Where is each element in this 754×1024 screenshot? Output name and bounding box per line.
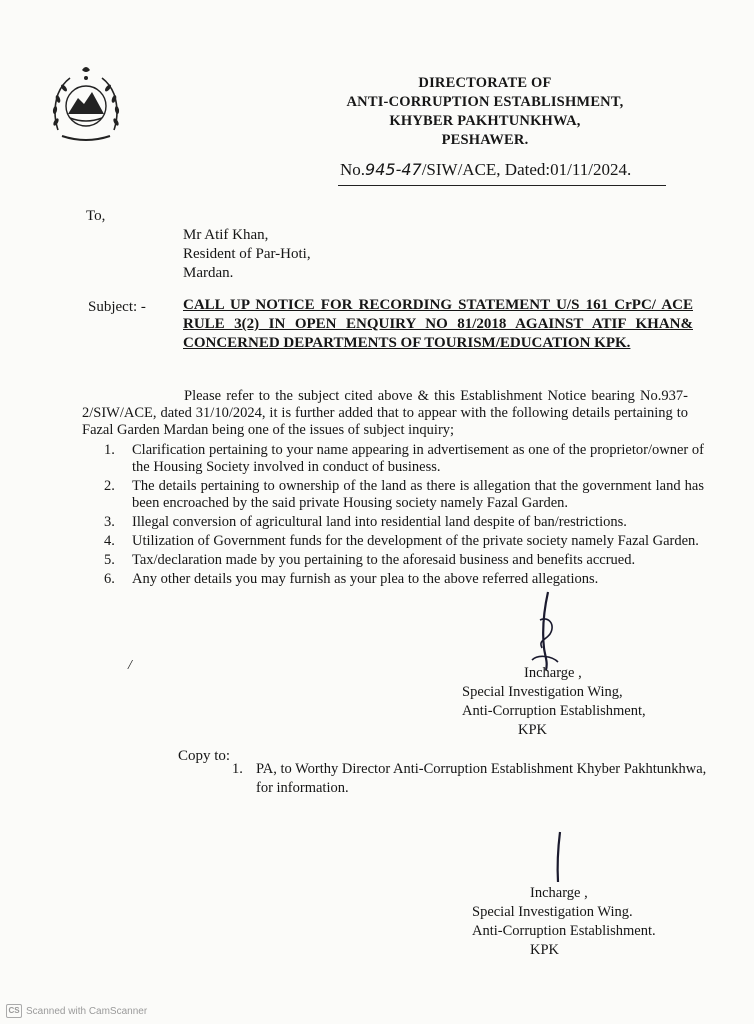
body-paragraph xyxy=(82,388,688,439)
list-item-text: Clarification pertaining to your name appearing in advertisement as one of the proprietor/owner of the Housing Society involved in conduct of business. xyxy=(132,442,704,475)
list-item-text: Illegal conversion of agricultural land into residential land despite of ban/restrictions. xyxy=(132,514,627,530)
addressee-block xyxy=(183,226,311,283)
letterhead-line-4: PESHAWER. xyxy=(441,132,529,148)
letterhead xyxy=(330,74,640,150)
addressee-line-3: Mardan. xyxy=(183,265,234,281)
camscanner-icon: CS xyxy=(6,1004,22,1018)
list-item xyxy=(104,533,704,550)
handwritten-signature-2 xyxy=(546,830,570,890)
addressee-line-2: Resident of Par-Hoti, xyxy=(183,246,311,262)
reference-number-line xyxy=(340,160,631,180)
copy-to-label: Copy to: xyxy=(178,748,231,764)
list-item xyxy=(104,478,704,512)
letterhead-line-3: KHYBER PAKHTUNKHWA, xyxy=(389,113,581,129)
issues-list xyxy=(104,442,704,590)
signatory-province: KPK xyxy=(530,942,560,958)
ref-suffix: /SIW/ACE, Dated: xyxy=(421,160,551,179)
signatory-title: Incharge , xyxy=(524,665,582,681)
signatory-title: Incharge , xyxy=(530,885,588,901)
signatory-province: KPK xyxy=(518,722,548,738)
copy-item-number: 1. xyxy=(232,761,243,777)
list-item xyxy=(104,571,704,588)
watermark-text: Scanned with CamScanner xyxy=(26,1005,148,1017)
list-item xyxy=(104,514,704,531)
list-item-number: 4. xyxy=(104,533,115,549)
subject-text: CALL UP NOTICE FOR RECORDING STATEMENT U/S 161 CrPC/ ACE RULE 3(2) IN OPEN ENQUIRY NO 81/2018 AGAINST ATIF KHAN& CONCERNED DEPARTMENTS OF TOURISM/EDUCATION KPK. xyxy=(183,297,693,351)
margin-mark: / xyxy=(128,658,132,673)
body-paragraph-text: Please refer to the subject cited above & this Establishment Notice bearing No.937-2/SIW/ACE, dated 31/10/2024, it is further added that to appear with the following details pertaining to Fazal Garden Mardan being one of the issues of subject inquiry; xyxy=(82,388,688,438)
ref-date: 01/11/2024. xyxy=(550,160,632,179)
ref-handwritten-number: 945-47 xyxy=(365,160,422,179)
list-item-text: The details pertaining to ownership of the land as there is allegation that the government land has been encroached by the said private Housing society namely Fazal Garden. xyxy=(132,478,704,511)
addressee-line-1: Mr Atif Khan, xyxy=(183,227,269,243)
list-item-text: Any other details you may furnish as your plea to the above referred allegations. xyxy=(132,571,599,587)
letterhead-line-1: DIRECTORATE OF xyxy=(418,75,552,91)
list-item-number: 2. xyxy=(104,478,115,494)
list-item-number: 3. xyxy=(104,514,115,530)
signature-block-2 xyxy=(472,884,656,960)
copy-item-text: PA, to Worthy Director Anti-Corruption Establishment Khyber Pakhtunkhwa, for information. xyxy=(256,761,707,796)
signatory-wing: Special Investigation Wing. xyxy=(472,904,633,920)
ace-emblem-logo xyxy=(48,62,124,146)
list-item xyxy=(104,552,704,569)
subject-label: Subject: - xyxy=(88,299,146,315)
camscanner-watermark xyxy=(6,1004,147,1018)
list-item xyxy=(104,442,704,476)
copy-to-item xyxy=(232,760,708,798)
list-item-number: 1. xyxy=(104,442,115,458)
reference-underline xyxy=(338,185,666,186)
signatory-department: Anti-Corruption Establishment. xyxy=(472,923,656,939)
signatory-department: Anti-Corruption Establishment, xyxy=(462,703,646,719)
ref-prefix: No. xyxy=(340,160,366,179)
list-item-number: 5. xyxy=(104,552,115,568)
list-item-text: Utilization of Government funds for the development of the private society namely Fazal Garden. xyxy=(132,533,699,549)
signature-block-1 xyxy=(462,664,646,740)
to-label: To, xyxy=(86,208,106,224)
list-item-text: Tax/declaration made by you pertaining to the aforesaid business and benefits accrued. xyxy=(132,552,636,568)
signatory-wing: Special Investigation Wing, xyxy=(462,684,623,700)
letterhead-line-2: ANTI-CORRUPTION ESTABLISHMENT, xyxy=(346,94,624,110)
list-item-number: 6. xyxy=(104,571,115,587)
